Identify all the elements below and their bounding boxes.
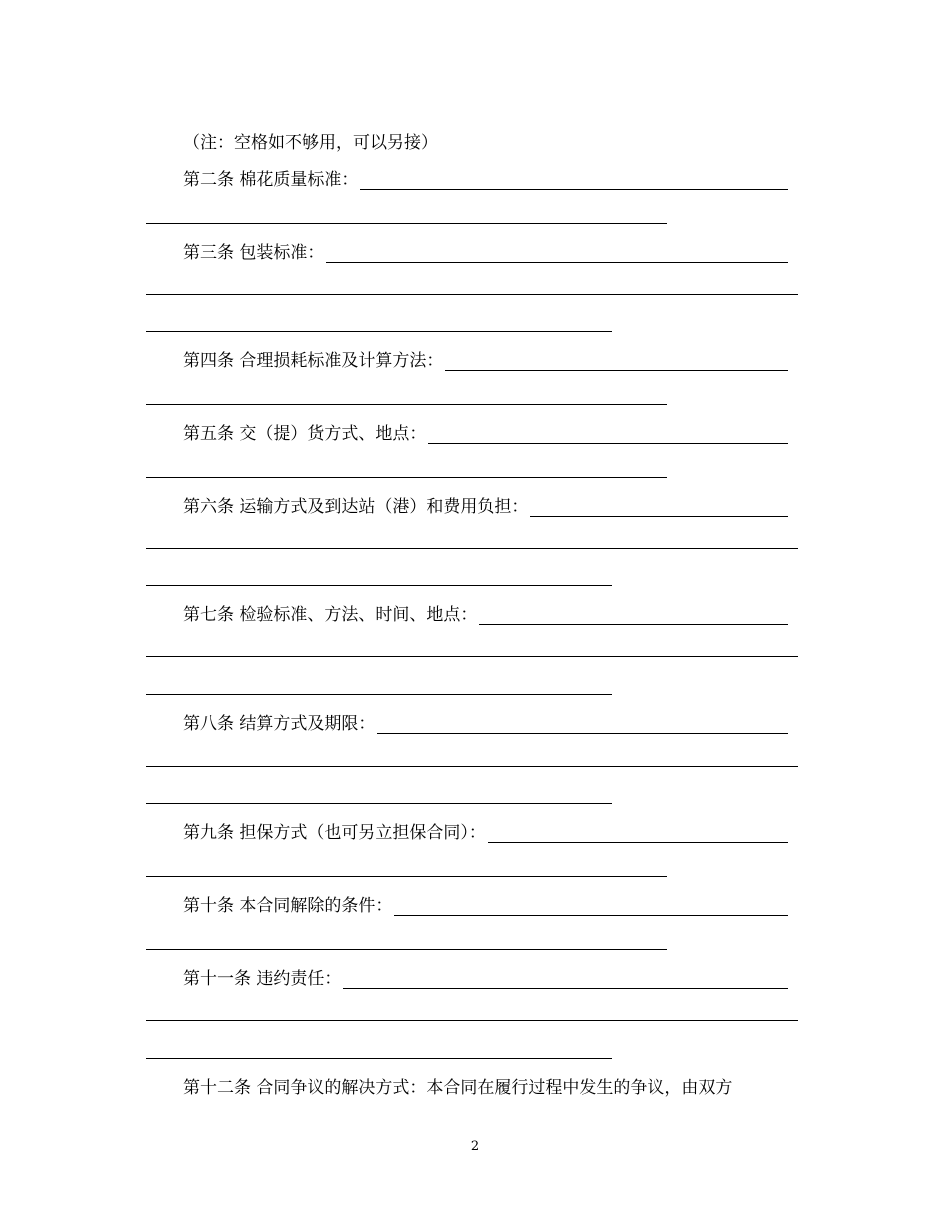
article-3 [183, 243, 788, 263]
article-7-blank-line-1[interactable] [146, 656, 798, 657]
article-9 [183, 823, 788, 843]
article-2 [183, 170, 788, 190]
article-2-blank-line[interactable] [146, 223, 667, 224]
article-10-blank-line[interactable] [146, 949, 667, 950]
article-11-blank-line-2[interactable] [146, 1058, 612, 1059]
article-3-blank-line-1[interactable] [146, 294, 798, 295]
article-11 [183, 969, 788, 989]
article-2-blank[interactable] [360, 175, 788, 190]
article-4-blank-line[interactable] [146, 404, 667, 405]
article-5-blank[interactable] [428, 429, 788, 444]
article-6-blank[interactable] [530, 502, 788, 517]
article-4-label: 第四条 合理损耗标准及计算方法： [183, 351, 444, 371]
article-6-blank-line-2[interactable] [146, 585, 612, 586]
article-7 [183, 605, 788, 625]
article-5 [183, 424, 788, 444]
article-11-blank-line-1[interactable] [146, 1020, 798, 1021]
article-6-label: 第六条 运输方式及到达站（港）和费用负担： [183, 497, 529, 517]
article-7-blank-line-2[interactable] [146, 694, 612, 695]
article-8-blank[interactable] [377, 719, 788, 734]
article-5-blank-line[interactable] [146, 477, 667, 478]
article-3-blank-line-2[interactable] [146, 331, 612, 332]
article-12: 第十二条 合同争议的解决方式：本合同在履行过程中发生的争议，由双方 [183, 1078, 733, 1098]
article-4-blank[interactable] [445, 356, 788, 371]
page-number: 2 [470, 1139, 480, 1154]
note-text: （注：空格如不够用，可以另接） [183, 133, 438, 153]
article-2-label: 第二条 棉花质量标准： [183, 170, 359, 190]
article-10 [183, 896, 788, 916]
article-8-blank-line-2[interactable] [146, 803, 612, 804]
article-10-blank[interactable] [394, 901, 788, 916]
article-7-label: 第七条 检验标准、方法、时间、地点： [183, 605, 478, 625]
article-10-label: 第十条 本合同解除的条件： [183, 896, 393, 916]
article-8 [183, 714, 788, 734]
article-9-blank[interactable] [488, 828, 788, 843]
article-8-label: 第八条 结算方式及期限： [183, 714, 376, 734]
article-3-label: 第三条 包装标准： [183, 243, 325, 263]
article-4 [183, 351, 788, 371]
article-7-blank[interactable] [479, 610, 788, 625]
article-9-blank-line[interactable] [146, 876, 667, 877]
article-8-blank-line-1[interactable] [146, 766, 798, 767]
article-3-blank[interactable] [326, 248, 788, 263]
article-6 [183, 497, 788, 517]
article-11-blank[interactable] [343, 974, 788, 989]
article-5-label: 第五条 交（提）货方式、地点： [183, 424, 427, 444]
article-9-label: 第九条 担保方式（也可另立担保合同）： [183, 823, 486, 843]
article-6-blank-line-1[interactable] [146, 548, 798, 549]
article-11-label: 第十一条 违约责任： [183, 969, 342, 989]
